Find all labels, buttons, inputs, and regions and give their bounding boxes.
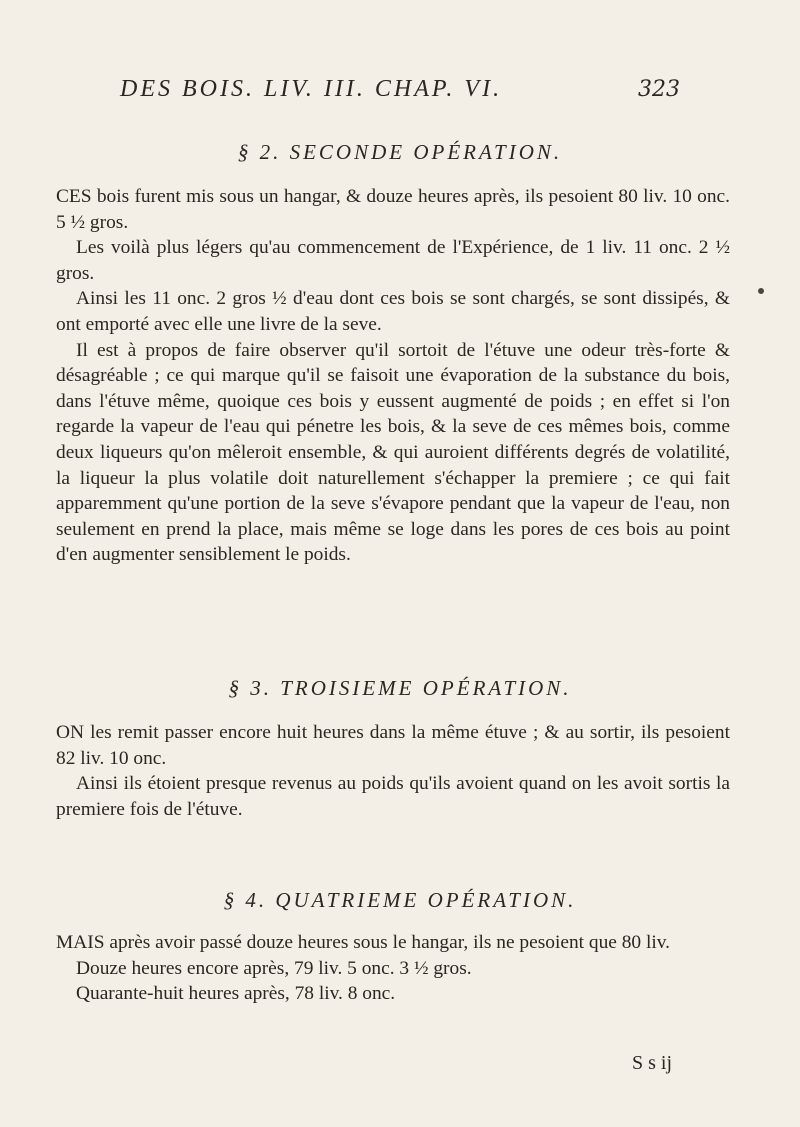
- ink-dot: [758, 288, 764, 294]
- paragraph-text: bois furent mis sous un hangar, & douze heures après, ils pesoient 80 liv. 10 onc. 5 ½ gros.: [56, 186, 730, 233]
- lead-word: MAIS: [56, 932, 105, 953]
- section-heading-4: § 4. QUATRIEME OPÉRATION.: [223, 888, 577, 912]
- paragraph-text: Il est à propos de faire observer qu'il sortoit de l'étuve une odeur très-forte & désagréable ; ce qui marque qu'il se faisoit une évaporation de la substance du bois, dans l'étuve même, quoique ces bois y eussent augmenté de poids ; en effet si l'on regarde la vapeur de l'eau qui pénetre les bois, & la seve de ces mêmes bois, comme deux liqueurs qu'on mêleroit ensemble, & qui auroient différents degrés de volatilité, la liqueur la plus volatile doit naturellement s'échapper la premiere ; ce qui fait apparemment qu'une portion de la seve s'évapore pendant que la vapeur de l'eau, non seulement en prend la place, mais même se loge dans les pores de ces bois au point d'en augmenter sensiblement le poids.: [56, 339, 730, 566]
- paragraph: [56, 338, 730, 568]
- paragraph-text: Quarante-huit heures après, 78 liv. 8 onc.: [76, 983, 396, 1005]
- section-heading-2: § 2. SECONDE OPÉRATION.: [237, 140, 563, 164]
- lead-word: ON: [56, 722, 85, 743]
- paragraph: [56, 771, 730, 822]
- paragraph-text: les remit passer encore huit heures dans la même étuve ; & au sortir, ils pesoient 82 liv. 10 onc.: [56, 722, 730, 769]
- signature-mark: S s ij: [632, 1052, 673, 1074]
- paragraph: [56, 286, 730, 337]
- section-body-2: [56, 184, 730, 568]
- paragraph: [56, 720, 730, 771]
- page-number: 323: [638, 77, 680, 102]
- section-body-4: [56, 930, 730, 1007]
- paragraph-text: Douze heures encore après, 79 liv. 5 onc. 3 ½ gros.: [76, 957, 472, 979]
- section-heading-3: § 3. TROISIEME OPÉRATION.: [228, 676, 572, 700]
- paragraph: [56, 981, 730, 1007]
- paragraph-text: Ainsi les 11 onc. 2 gros ½ d'eau dont ces bois se sont chargés, se sont dissipés, & ont emporté avec elle une livre de la seve.: [56, 288, 730, 335]
- lead-word: CES: [56, 186, 92, 207]
- paragraph: [56, 930, 730, 956]
- page-header: [120, 76, 680, 116]
- paragraph: [56, 235, 730, 286]
- section-body-3: [56, 720, 730, 822]
- paragraph-text: Les voilà plus légers qu'au commencement de l'Expérience, de 1 liv. 11 onc. 2 ½ gros.: [56, 237, 730, 284]
- paragraph: [56, 956, 730, 982]
- paragraph-text: après avoir passé douze heures sous le hangar, ils ne pesoient que 80 liv.: [104, 932, 671, 953]
- paragraph: [56, 184, 730, 235]
- running-title: DES BOIS. LIV. III. CHAP. VI.: [120, 76, 503, 102]
- paragraph-text: Ainsi ils étoient presque revenus au poids qu'ils avoient quand on les avoit sortis la premiere fois de l'étuve.: [56, 773, 730, 820]
